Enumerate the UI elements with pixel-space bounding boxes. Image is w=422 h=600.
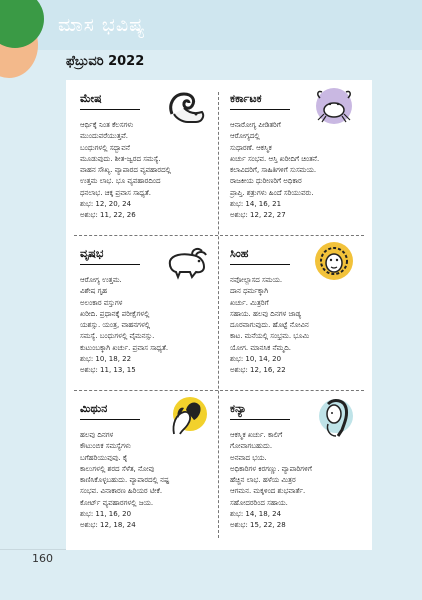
prediction-line: ಮುಂದುವರೆಯುತ್ತವೆ. — [80, 132, 129, 141]
prediction-line: ಕೋರ್ಟ್ ವ್ಯವಹಾರಗಳಲ್ಲಿ ಜಯ. — [80, 498, 154, 507]
prediction-line: ಸಮಸ್ಯೆ. ಬಂಧುಗಳಲ್ಲಿ ವೈಮನಸ್ಸು. — [80, 332, 155, 341]
prediction-line: ಬಗೆಹರಿಯುವುವು. ಕೈ — [80, 453, 128, 462]
prediction-line: ಆರೋಗ್ಯದಲ್ಲಿ — [230, 132, 260, 141]
horoscope-card — [66, 80, 372, 550]
sign-underline — [230, 264, 290, 265]
sign-cell-vrushabha — [74, 239, 214, 383]
prediction-line: ಆಕಸ್ಮಿಕ ಖರ್ಚು. ಕಾಲಿಗೆ — [230, 431, 283, 439]
row-divider — [74, 235, 364, 236]
prediction-line: ದೂರವಾಗುವುದು. ಹೊಟ್ಟೆ ನೋವಿನ — [230, 321, 309, 330]
sign-underline — [80, 419, 140, 420]
prediction-line: ಬಂಧುಗಳಲ್ಲಿ ಸದ್ಭಾವನೆ — [80, 143, 130, 152]
lucky-dates: ಶುಭ: 14, 16, 21 — [230, 200, 282, 209]
prediction-line: ಸಹೋದರರಿಂದ ಸಹಾಯ. — [230, 498, 288, 507]
prediction-line: ಆರೋಗ್ಯ ಉತ್ತಮ. — [80, 276, 122, 284]
lucky-dates: ಶುಭ: 12, 20, 24 — [80, 200, 132, 209]
sign-name: ಮೇಷ — [80, 92, 102, 105]
lucky-dates: ಶುಭ: 10, 14, 20 — [230, 355, 282, 364]
prediction-line: ಆರ್ಥಿಕ್ಕೆ ನಿಂತ ಕೆಲಸಗಳು — [80, 121, 134, 129]
sign-cell-karkataka — [224, 84, 364, 228]
prediction-line: ಹೆಚ್ಚಿನ ಲಾಭ. ಹಳೆಯ ಮಿತ್ರರ — [230, 476, 296, 485]
prediction-line: ಖರ್ಚು ಸಂಭವ. ಆಸ್ತಿ ಖರೀದಿಗೆ ಚಿಂತನೆ. — [230, 154, 320, 163]
unlucky-dates: ಅಶುಭ: 12, 16, 22 — [230, 366, 286, 375]
lucky-dates: ಶುಭ: 11, 16, 20 — [80, 510, 132, 519]
unlucky-dates: ಅಶುಭ: 15, 22, 28 — [230, 521, 286, 530]
prediction-line: ಕೌಟುಂಬಿಕ ಸಮಸ್ಯೆಗಳು — [80, 442, 131, 451]
month-title: ಫೆಬ್ರುವರಿ 2022 — [66, 54, 145, 69]
unlucky-dates: ಅಶುಭ: 12, 22, 27 — [230, 211, 286, 220]
prediction-text — [230, 275, 362, 377]
sign-cell-mithuna — [74, 394, 214, 538]
prediction-line: ಪ್ರಾಪ್ತಿ. ಶತ್ರುಗಳು ಹಿಂದೆ ಸರಿಯುವರು. — [230, 188, 314, 197]
prediction-line: ದಾನ ಧರ್ಮಕ್ಕಾಗಿ — [230, 287, 269, 296]
prediction-line: ರಾಜಕೀಯ ಧುರೀಣರಿಗೆ ಅಧಿಕಾರ — [230, 177, 302, 186]
prediction-line: ಸಹಾಯ. ಹಲವು ದಿನಗಳ ಜಾಡ್ಯ — [230, 309, 302, 318]
prediction-line: ಆನಾರೋಗ್ಯ ಪೀಡಿತರಿಗೆ — [230, 121, 281, 129]
prediction-line: ಕಾಟ. ಮನೆಯಲ್ಲಿ ಸಂಭ್ರಮ. ಭೂಮಿ — [230, 332, 310, 341]
sign-underline — [80, 109, 140, 110]
sign-underline — [230, 419, 290, 420]
lucky-dates: ಶುಭ: 14, 18, 24 — [230, 510, 282, 519]
prediction-line: ಖರೀದಿ. ಪ್ರಧಾನಕ್ಕೆ ಪರೀಕ್ಷೆಗಳಲ್ಲಿ — [80, 309, 150, 318]
prediction-line: ಅನವಾದ ಭಯ. — [230, 453, 267, 462]
unlucky-dates: ಅಶುಭ: 12, 18, 24 — [80, 521, 136, 530]
prediction-line: ಖರ್ಚು. ಮಿತ್ರರಿಗೆ — [230, 298, 269, 307]
sign-cell-simha — [224, 239, 364, 383]
prediction-line: ನವೋಲ್ಲಾಸದ ಸಮಯ. — [230, 276, 283, 284]
footer-rule — [0, 549, 66, 550]
row-divider — [74, 390, 364, 391]
prediction-line: ಹಲವು ದಿನಗಳ — [80, 431, 114, 439]
prediction-line: ಕಾಲುಗಳಲ್ಲಿ ಶರದ ಸೆಳೆತ, ನೋವು — [80, 464, 155, 473]
lucky-dates: ಶುಭ: 10, 18, 22 — [80, 355, 132, 364]
column-divider — [218, 92, 219, 538]
sign-underline — [230, 109, 290, 110]
sign-name: ಕನ್ಯಾ — [230, 402, 247, 415]
prediction-text — [80, 275, 212, 377]
prediction-line: ವಿಶೇಷ ಗೃಹ — [80, 287, 108, 296]
prediction-line: ಧನಲಾಭ. ಚಿಕ್ಕ ಪ್ರವಾಸ ಸಾಧ್ಯತೆ. — [80, 188, 151, 197]
header-band — [0, 0, 422, 50]
sign-name: ಮಿಥುನ — [80, 402, 108, 415]
prediction-line: ಕಾಣಿಸಿಕೊಳ್ಳಬಹುದು. ವ್ಯಾಪಾರದಲ್ಲಿ ನಷ್ಟ — [80, 476, 170, 485]
unlucky-dates: ಅಶುಭ: 11, 13, 15 — [80, 366, 136, 375]
prediction-line: ಯಶಸ್ಸು. ಯಂತ್ರ, ವಾಹನಗಳಲ್ಲಿ — [80, 321, 151, 330]
prediction-line: ಉತ್ತಮ ಲಾಭ. ಭೂ ವ್ಯವಹಾರದಿಂದ — [80, 177, 161, 186]
prediction-line: ಅಲಂಕಾರ ವಸ್ತುಗಳ — [80, 298, 123, 307]
prediction-line: ಮೂಡುವುದು. ಶೀತ-ಜ್ವರದ ಸಮಸ್ಯೆ. — [80, 154, 161, 163]
page-number: 160 — [32, 552, 53, 565]
sign-name: ವೃಷಭ — [80, 247, 104, 260]
prediction-line: ಗೋವಾಗಬಹುದು. — [230, 442, 273, 451]
prediction-line: ಸುಧಾರಣೆ. ಆಕಸ್ಮಿಕ — [230, 143, 272, 152]
sign-cell-mesha — [74, 84, 214, 228]
sign-underline — [80, 264, 140, 265]
sign-cell-kanya — [224, 394, 364, 538]
prediction-line: ಕುಟುಂಬಕ್ಕಾಗಿ ಖರ್ಚು. ಪ್ರವಾಸ ಸಾಧ್ಯತೆ. — [80, 343, 169, 352]
prediction-text — [230, 430, 362, 532]
section-title: ಮಾಸ ಭವಿಷ್ಯ — [58, 14, 146, 36]
prediction-line: ಕಲಾವಿದರಿಗೆ, ಸಾಹಿತಿಗಳಿಗೆ ಸುಸಮಯ. — [230, 166, 317, 175]
prediction-line: ಸಂಭವ. ವಿನಾಕಾರಣ ಹಿರಿಯರ ಟೀಕೆ. — [80, 487, 163, 496]
sign-name: ಸಿಂಹ — [230, 247, 249, 260]
prediction-text — [80, 430, 212, 532]
unlucky-dates: ಅಶುಭ: 11, 22, 26 — [80, 211, 136, 220]
prediction-text — [230, 120, 362, 222]
prediction-line: ವಾಹನ ಸೌಖ್ಯ. ವ್ಯಾಪಾರದ ವ್ಯವಹಾರದಲ್ಲಿ — [80, 166, 171, 175]
prediction-line: ಯೋಗ. ಮಾನಸಿಕ ನೆಮ್ಮದಿ. — [230, 343, 291, 352]
sign-name: ಕರ್ಕಾಟಕ — [230, 92, 262, 105]
prediction-text — [80, 120, 212, 222]
prediction-line: ಆಗಮನ. ಮಕ್ಕಳಿಂದ ಶುಭವಾರ್ತೆ. — [230, 487, 306, 496]
prediction-line: ಅಧಿಕಾರಿಗಳ ಕಿರಗಣ್ಣು. ವ್ಯಾಪಾರಿಗಳಿಗೆ — [230, 464, 312, 473]
